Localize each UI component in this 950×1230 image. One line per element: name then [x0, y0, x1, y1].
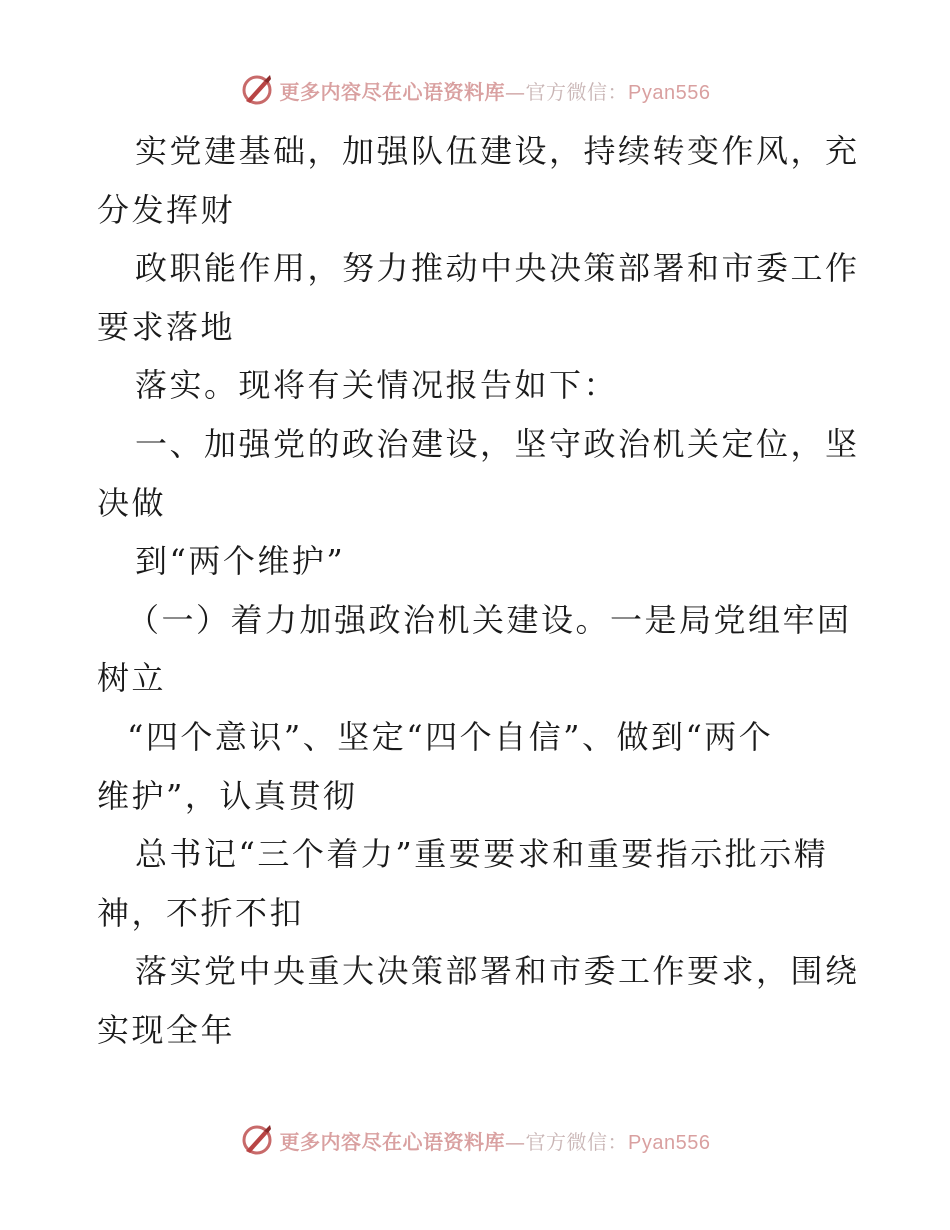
body-line: 总书记“三个着力”重要要求和重要指示批示精	[135, 835, 829, 874]
body-line: 分发挥财	[97, 190, 236, 229]
body-line: 落实党中央重大决策部署和市委工作要求，围绕	[135, 952, 860, 991]
body-line: 落实。现将有关情况报告如下：	[135, 366, 619, 405]
body-line: 到“两个维护”	[135, 542, 346, 581]
body-line: 树立	[97, 659, 167, 698]
watermark-wechat-label: 官方微信：	[525, 1129, 629, 1154]
document-body	[97, 122, 860, 1060]
body-line: 维护”，认真贯彻	[97, 776, 358, 815]
body-line: 政职能作用，努力推动中央决策部署和市委工作	[135, 249, 860, 288]
quill-pen-circle-icon	[240, 1123, 274, 1157]
body-line: 实党建基础，加强队伍建设，持续转变作风，充	[135, 132, 860, 170]
watermark-brand: 更多内容尽在心语资料库	[279, 79, 506, 104]
body-line: “四个意识”、坚定“四个自信”、做到“两个	[127, 717, 774, 756]
body-line: 决做	[97, 483, 167, 522]
body-line: 神，不折不扣	[97, 893, 305, 932]
subsection-heading: （一）着力加强政治机关建设。一是局党组牢固	[127, 600, 852, 639]
watermark-wechat-id: Pyan556	[628, 81, 711, 104]
watermark-wechat-id: Pyan556	[628, 1131, 711, 1154]
watermark-dash: —	[505, 1129, 526, 1154]
body-line: 实现全年	[97, 1010, 236, 1049]
body-line: 要求落地	[97, 307, 236, 346]
watermark-text	[280, 76, 711, 105]
watermark-text	[280, 1126, 711, 1155]
section-heading: 一、加强党的政治建设，坚守政治机关定位，坚	[135, 424, 860, 463]
header-watermark	[0, 70, 950, 110]
watermark-wechat-label: 官方微信：	[525, 79, 629, 104]
footer-watermark	[0, 1120, 950, 1160]
watermark-brand: 更多内容尽在心语资料库	[279, 1129, 506, 1154]
watermark-dash: —	[505, 79, 526, 104]
quill-pen-circle-icon	[240, 73, 274, 107]
